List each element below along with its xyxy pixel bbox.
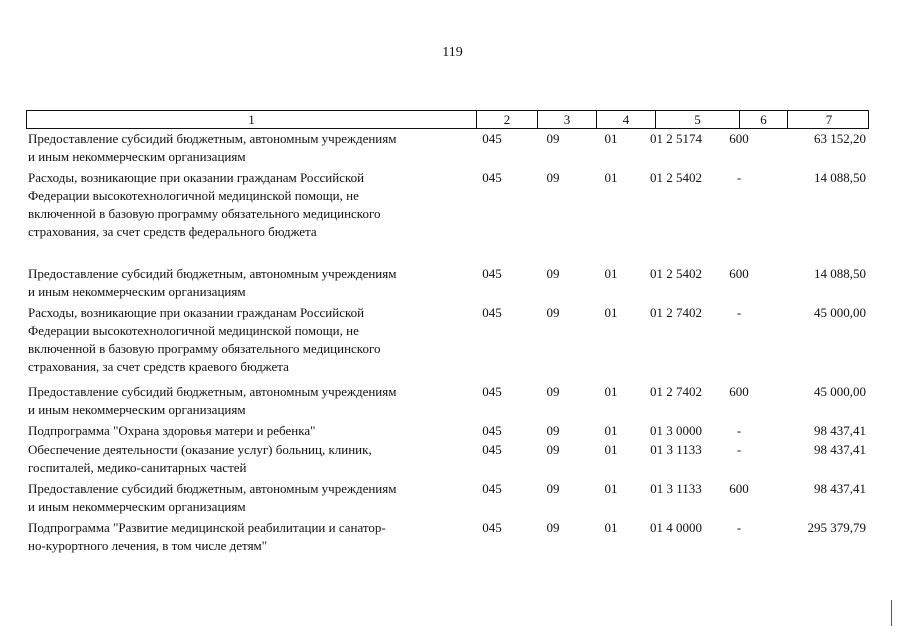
row-description: Подпрограмма "Охрана здоровья матери и ребенка" bbox=[28, 423, 316, 438]
row-section: 09 bbox=[546, 131, 560, 146]
header-col-7: 7 bbox=[787, 111, 870, 128]
row-expense-type: 600 bbox=[729, 131, 749, 146]
row-expense-type: - bbox=[736, 423, 742, 438]
row-code-gov: 045 bbox=[482, 170, 502, 185]
row-code-gov: 045 bbox=[482, 384, 502, 399]
row-code-gov: 045 bbox=[482, 131, 502, 146]
row-description: Предоставление субсидий бюджетным, автономным учреждениям и иным некоммерческим организациям bbox=[28, 384, 397, 417]
row-expense-type: - bbox=[736, 520, 742, 535]
row-target-article: 01 3 1133 bbox=[650, 442, 702, 457]
row-target-article: 01 2 5402 bbox=[650, 170, 702, 185]
row-amount: 63 152,20 bbox=[814, 131, 866, 146]
row-section: 09 bbox=[546, 442, 560, 457]
row-target-article: 01 3 1133 bbox=[650, 481, 702, 496]
row-subsection: 01 bbox=[604, 170, 618, 185]
row-section: 09 bbox=[546, 305, 560, 320]
scan-edge-mark bbox=[891, 600, 892, 626]
header-col-2: 2 bbox=[476, 111, 537, 128]
page-number: 119 bbox=[442, 45, 463, 60]
row-target-article: 01 2 5402 bbox=[650, 266, 702, 281]
row-code-gov: 045 bbox=[482, 481, 502, 496]
row-subsection: 01 bbox=[604, 520, 618, 535]
row-target-article: 01 2 7402 bbox=[650, 305, 702, 320]
row-description: Расходы, возникающие при оказании гражданам Российской Федерации высокотехнологичной медицинской помощи, не включенной в базовую программу обязательного медицинского страхования, за счет средств федерального бюджета bbox=[28, 170, 381, 239]
row-description: Предоставление субсидий бюджетным, автономным учреждениям и иным некоммерческим организациям bbox=[28, 266, 397, 299]
row-subsection: 01 bbox=[604, 481, 618, 496]
row-subsection: 01 bbox=[604, 131, 618, 146]
row-code-gov: 045 bbox=[482, 305, 502, 320]
row-description: Подпрограмма "Развитие медицинской реабилитации и санатор- но-курортного лечения, в том числе детям" bbox=[28, 520, 386, 553]
header-col-5: 5 bbox=[655, 111, 739, 128]
row-expense-type: 600 bbox=[729, 384, 749, 399]
row-expense-type: - bbox=[736, 170, 742, 185]
row-expense-type: - bbox=[736, 305, 742, 320]
header-col-1: 1 bbox=[248, 112, 255, 127]
row-amount: 98 437,41 bbox=[814, 442, 866, 457]
row-target-article: 01 3 0000 bbox=[650, 423, 702, 438]
row-code-gov: 045 bbox=[482, 266, 502, 281]
row-expense-type: 600 bbox=[729, 481, 749, 496]
row-target-article: 01 2 5174 bbox=[650, 131, 702, 146]
row-description: Предоставление субсидий бюджетным, автономным учреждениям и иным некоммерческим организациям bbox=[28, 131, 397, 164]
row-section: 09 bbox=[546, 423, 560, 438]
header-col-4: 4 bbox=[596, 111, 655, 128]
row-section: 09 bbox=[546, 520, 560, 535]
row-subsection: 01 bbox=[604, 423, 618, 438]
row-description: Предоставление субсидий бюджетным, автономным учреждениям и иным некоммерческим организациям bbox=[28, 481, 397, 514]
row-code-gov: 045 bbox=[482, 442, 502, 457]
row-amount: 295 379,79 bbox=[807, 520, 866, 535]
row-subsection: 01 bbox=[604, 384, 618, 399]
row-expense-type: 600 bbox=[729, 266, 749, 281]
row-subsection: 01 bbox=[604, 305, 618, 320]
table-header bbox=[26, 110, 869, 129]
row-amount: 45 000,00 bbox=[814, 305, 866, 320]
row-description: Обеспечение деятельности (оказание услуг) больниц, клиник, госпиталей, медико-санитарных частей bbox=[28, 442, 372, 475]
row-subsection: 01 bbox=[604, 266, 618, 281]
row-amount: 14 088,50 bbox=[814, 266, 866, 281]
row-amount: 14 088,50 bbox=[814, 170, 866, 185]
row-amount: 45 000,00 bbox=[814, 384, 866, 399]
row-subsection: 01 bbox=[604, 442, 618, 457]
row-description: Расходы, возникающие при оказании гражданам Российской Федерации высокотехнологичной медицинской помощи, не включенной в базовую программу обязательного медицинского страхования, за счет средств краевого бюджета bbox=[28, 305, 381, 374]
row-section: 09 bbox=[546, 266, 560, 281]
row-section: 09 bbox=[546, 170, 560, 185]
row-section: 09 bbox=[546, 481, 560, 496]
row-code-gov: 045 bbox=[482, 423, 502, 438]
header-col-3: 3 bbox=[537, 111, 596, 128]
row-target-article: 01 4 0000 bbox=[650, 520, 702, 535]
row-amount: 98 437,41 bbox=[814, 423, 866, 438]
row-code-gov: 045 bbox=[482, 520, 502, 535]
row-expense-type: - bbox=[736, 442, 742, 457]
header-col-6: 6 bbox=[739, 111, 787, 128]
row-amount: 98 437,41 bbox=[814, 481, 866, 496]
row-section: 09 bbox=[546, 384, 560, 399]
row-target-article: 01 2 7402 bbox=[650, 384, 702, 399]
